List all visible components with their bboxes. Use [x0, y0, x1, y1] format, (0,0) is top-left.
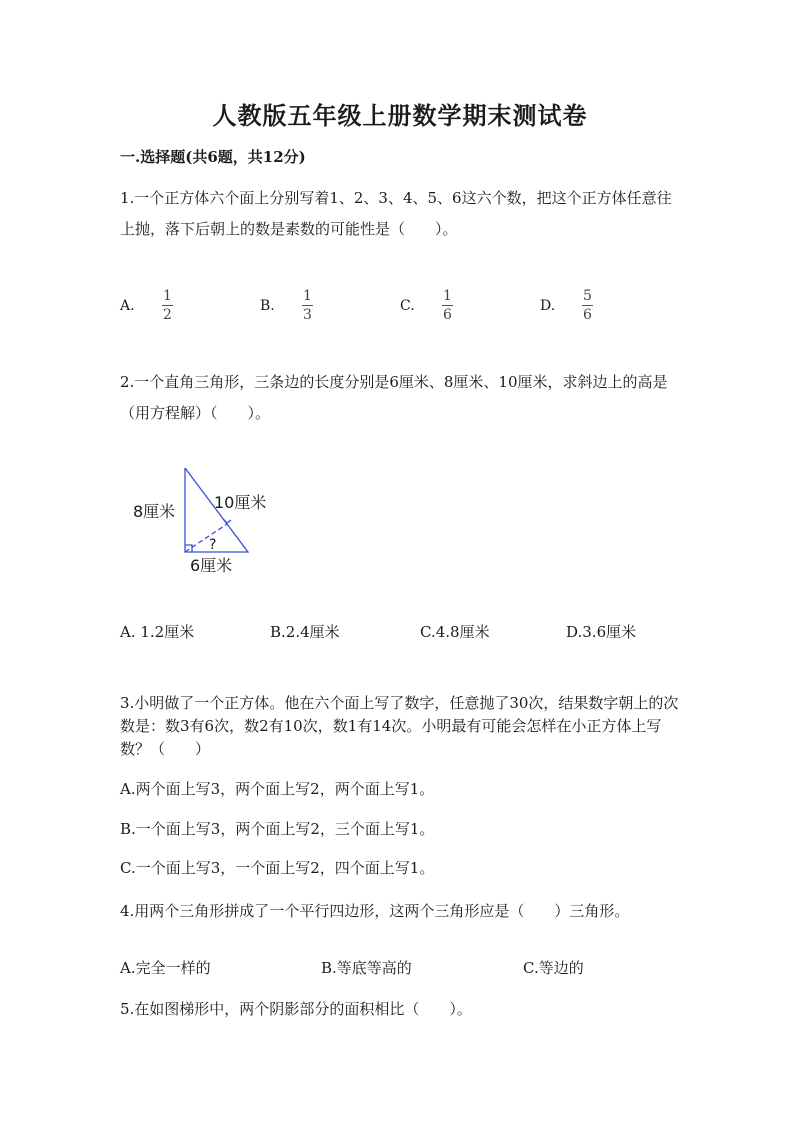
page-title: 人教版五年级上册数学期末测试卷	[212, 101, 588, 130]
question-3-text: 3.小明做了一个正方体。他在六个面上写了数字，任意抛了30次，结果数字朝上的次数是：数3有6次，数2有10次，数1有14次。小明最有可能会怎样在小正方体上写数？（ ）	[120, 694, 679, 758]
denominator: 3	[303, 307, 312, 323]
option-letter: B.	[260, 297, 275, 314]
fraction	[442, 288, 453, 323]
numerator: 5	[583, 288, 592, 304]
denominator: 2	[163, 307, 172, 323]
question-2-option-c: C.4.8厘米	[420, 623, 490, 641]
question-4-option-b: B.等底等高的	[321, 959, 412, 977]
question-4-option-c: C.等边的	[523, 959, 584, 977]
option-letter: D.	[540, 297, 556, 314]
question-1-options	[120, 288, 700, 328]
section-heading: 一.选择题(共6题，共12分)	[120, 148, 306, 166]
question-2-option-a: A. 1.2厘米	[120, 623, 195, 641]
denominator: 6	[443, 307, 452, 323]
left-side-label: 8厘米	[133, 502, 176, 521]
height-foot-mark	[223, 519, 231, 523]
bottom-side-label: 6厘米	[190, 556, 233, 575]
fraction-bar	[582, 305, 593, 306]
unknown-height-label: ?	[209, 537, 217, 553]
question-2-option-d: D.3.6厘米	[566, 623, 637, 641]
question-1-option-a	[120, 288, 173, 323]
question-1-option-b	[260, 288, 313, 323]
numerator: 1	[443, 288, 452, 304]
denominator: 6	[583, 307, 592, 323]
question-3-option-a: A.两个面上写3，两个面上写2，两个面上写1。	[120, 780, 435, 798]
fraction	[582, 288, 593, 323]
option-letter: A.	[120, 297, 135, 314]
question-2-text: 2.一个直角三角形，三条边的长度分别是6厘米、8厘米、10厘米，求斜边上的高是（用方程解）（ ）。	[120, 373, 668, 422]
question-3-option-b: B.一个面上写3，两个面上写2，三个面上写1。	[120, 820, 435, 838]
right-triangle-figure	[128, 460, 288, 580]
question-1-option-d	[540, 288, 593, 323]
question-5-text: 5.在如图梯形中，两个阴影部分的面积相比（ ）。	[120, 1000, 472, 1018]
fraction-bar	[442, 305, 453, 306]
hypotenuse-label: 10厘米	[214, 493, 267, 512]
fraction-bar	[302, 305, 313, 306]
question-1-option-c	[400, 288, 453, 323]
option-letter: C.	[400, 297, 415, 314]
question-2-option-b: B.2.4厘米	[270, 623, 340, 641]
numerator: 1	[163, 288, 172, 304]
question-4-option-a: A.完全一样的	[120, 959, 211, 977]
question-4-text: 4.用两个三角形拼成了一个平行四边形，这两个三角形应是（ ）三角形。	[120, 902, 630, 920]
numerator: 1	[303, 288, 312, 304]
fraction	[162, 288, 173, 323]
height-dashed-line	[185, 524, 227, 552]
question-3-option-c: C.一个面上写3，一个面上写2，四个面上写1。	[120, 859, 435, 877]
fraction-bar	[162, 305, 173, 306]
fraction	[302, 288, 313, 323]
question-1-text: 1.一个正方体六个面上分别写着1、2、3、4、5、6这六个数，把这个正方体任意往上抛，落下后朝上的数是素数的可能性是（ ）。	[120, 189, 672, 238]
